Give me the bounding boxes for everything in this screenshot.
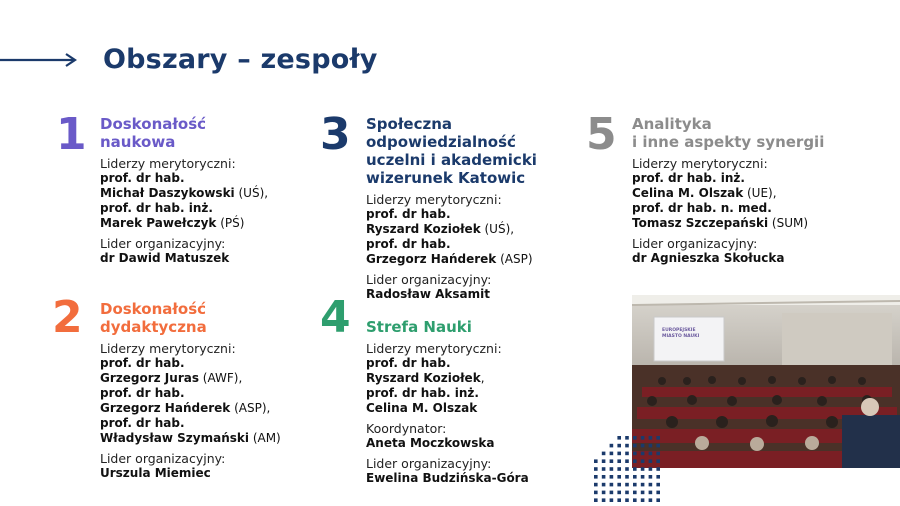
person-line (100, 186, 310, 201)
person-line (100, 251, 310, 266)
person-name: prof. dr hab. inż. (366, 386, 479, 400)
area-heading (100, 115, 310, 151)
dot (649, 444, 653, 448)
area-heading-line: wizerunek Katowic (366, 169, 526, 187)
person-name: Ryszard Koziołek (366, 222, 481, 236)
person-line (366, 356, 596, 371)
person-name: Grzegorz Hańderek (100, 401, 231, 415)
area-heading-line: i inne aspekty synergii (632, 133, 825, 151)
person-line (100, 386, 310, 401)
affiliation: (ASP), (230, 401, 271, 415)
area-heading (366, 115, 596, 187)
dot (594, 491, 598, 495)
dot (610, 491, 614, 495)
dot (656, 452, 660, 456)
person-name: prof. dr hab. inż. (632, 171, 745, 185)
dot (649, 498, 653, 502)
dot (617, 491, 621, 495)
dot (656, 475, 660, 479)
dot (594, 498, 598, 502)
dot (641, 483, 645, 487)
person-line (632, 251, 892, 266)
area-number: 4 (320, 292, 351, 343)
role-label: Liderzy merytoryczni: (100, 156, 236, 171)
role-label: Liderzy merytoryczni: (100, 341, 236, 356)
dot (617, 467, 621, 471)
area-number: 5 (586, 109, 617, 160)
dot (617, 475, 621, 479)
person-name: prof. dr hab. (366, 356, 451, 370)
area-heading-line: uczelni i akademicki (366, 151, 537, 169)
area-heading-line: Doskonałość (100, 300, 207, 318)
role-label: Liderzy merytoryczni: (366, 192, 502, 207)
person-line (100, 416, 310, 431)
dot (602, 459, 606, 463)
role-label: Liderzy merytoryczni: (366, 341, 502, 356)
dot (656, 444, 660, 448)
role-label: Lider organizacyjny: (366, 456, 492, 471)
dot (649, 475, 653, 479)
area-heading-line: Doskonałość (100, 115, 207, 133)
area-heading-line: naukowa (100, 133, 176, 151)
dot (594, 459, 598, 463)
dot (641, 436, 645, 440)
dot (649, 459, 653, 463)
person-name: prof. dr hab. (366, 207, 451, 221)
dot (649, 491, 653, 495)
dot (656, 436, 660, 440)
dot (617, 444, 621, 448)
dot (610, 467, 614, 471)
person-line (366, 252, 596, 267)
area-heading (100, 300, 310, 336)
person-line (366, 237, 596, 252)
dot (625, 467, 629, 471)
person-line (366, 371, 596, 386)
dot (594, 475, 598, 479)
dot (633, 436, 637, 440)
conference-photo (632, 295, 900, 468)
dot (633, 467, 637, 471)
person-name: prof. dr hab. (100, 386, 185, 400)
person-name: prof. dr hab. inż. (100, 201, 213, 215)
person-name: Tomasz Szczepański (632, 216, 769, 230)
area-number: 2 (52, 292, 83, 343)
dot (602, 491, 606, 495)
dot (633, 491, 637, 495)
person-name: Władysław Szymański (100, 431, 249, 445)
screen-text-2: MIASTO NAUKI (662, 334, 700, 339)
dot (649, 483, 653, 487)
dot (656, 491, 660, 495)
dot (641, 498, 645, 502)
dot-pattern-decoration (592, 434, 662, 504)
person-line (100, 431, 310, 446)
dot (641, 475, 645, 479)
person-name: dr Agnieszka Skołucka (632, 251, 785, 265)
affiliation: , (480, 371, 485, 385)
area-heading-line: Społeczna (366, 115, 453, 133)
arrow-right-icon (0, 52, 80, 68)
dot (625, 444, 629, 448)
dot (602, 475, 606, 479)
dot (625, 475, 629, 479)
dot (641, 467, 645, 471)
person-name: Celina M. Olszak (366, 401, 478, 415)
affiliation: (ASP) (496, 252, 533, 266)
dot (641, 452, 645, 456)
person-name: prof. dr hab. (366, 237, 451, 251)
role-label: Koordynator: (366, 421, 447, 436)
dot (633, 498, 637, 502)
dot (625, 498, 629, 502)
person-name: Ewelina Budzińska-Góra (366, 471, 529, 485)
dot (641, 491, 645, 495)
area-heading-line: dydaktyczna (100, 318, 207, 336)
person-name: Radosław Aksamit (366, 287, 490, 301)
person-name: Celina M. Olszak (632, 186, 744, 200)
dot (656, 483, 660, 487)
role-label: Lider organizacyjny: (100, 451, 226, 466)
dot (625, 483, 629, 487)
person-line (632, 171, 892, 186)
person-line (632, 201, 892, 216)
dot (610, 498, 614, 502)
person-line (366, 222, 596, 237)
dot (625, 491, 629, 495)
role-label: Lider organizacyjny: (366, 272, 492, 287)
dot (617, 459, 621, 463)
person-line (100, 356, 310, 371)
dot (602, 452, 606, 456)
dot (610, 459, 614, 463)
dot (602, 483, 606, 487)
person-line (100, 401, 310, 416)
dot (656, 459, 660, 463)
person-line (366, 386, 596, 401)
dot (602, 498, 606, 502)
person-line (100, 466, 310, 481)
dot (649, 436, 653, 440)
dot (649, 452, 653, 456)
area-heading-line: Strefa Nauki (366, 318, 472, 336)
person-line (632, 216, 892, 231)
dot (649, 467, 653, 471)
area-number: 3 (320, 109, 351, 160)
dot (641, 459, 645, 463)
dot (633, 483, 637, 487)
role-label: Lider organizacyjny: (632, 236, 758, 251)
person-name: dr Dawid Matuszek (100, 251, 230, 265)
area-heading (366, 318, 596, 336)
affiliation: (PŚ) (216, 216, 245, 230)
dot (602, 467, 606, 471)
person-line (366, 287, 596, 302)
affiliation: (AM) (249, 431, 281, 445)
person-name: Aneta Moczkowska (366, 436, 495, 450)
person-line (100, 171, 310, 186)
person-line (100, 216, 310, 231)
dot (594, 467, 598, 471)
person-name: Ryszard Koziołek (366, 371, 481, 385)
dot (625, 436, 629, 440)
dot (610, 452, 614, 456)
role-label: Lider organizacyjny: (100, 236, 226, 251)
screen-text-1: EUROPEJSKIE (662, 328, 696, 333)
dot (641, 444, 645, 448)
person-line (366, 471, 596, 486)
dot (617, 483, 621, 487)
person-line (100, 371, 310, 386)
affiliation: (UŚ), (234, 186, 269, 200)
person-name: Urszula Miemiec (100, 466, 211, 480)
person-name: prof. dr hab. (100, 416, 185, 430)
affiliation: (AWF), (198, 371, 243, 385)
affiliation: (UŚ), (480, 222, 515, 236)
dot (617, 436, 621, 440)
dot (656, 498, 660, 502)
person-line (366, 436, 596, 451)
person-line (100, 201, 310, 216)
area-heading-line: odpowiedzialność (366, 133, 516, 151)
person-name: prof. dr hab. n. med. (632, 201, 772, 215)
dot (625, 452, 629, 456)
dot (594, 483, 598, 487)
person-line (366, 207, 596, 222)
dot (633, 459, 637, 463)
dot (617, 498, 621, 502)
role-label: Liderzy merytoryczni: (632, 156, 768, 171)
area-number: 1 (56, 109, 87, 160)
dot (656, 467, 660, 471)
person-line (632, 186, 892, 201)
dot (633, 475, 637, 479)
person-name: prof. dr hab. (100, 171, 185, 185)
person-name: Grzegorz Juras (100, 371, 199, 385)
dot (617, 452, 621, 456)
person-line (366, 401, 596, 416)
affiliation: (SUM) (768, 216, 809, 230)
person-name: prof. dr hab. (100, 356, 185, 370)
person-name: Michał Daszykowski (100, 186, 235, 200)
person-name: Grzegorz Hańderek (366, 252, 497, 266)
dot (625, 459, 629, 463)
page-title: Obszary – zespoły (103, 44, 378, 75)
affiliation: (UE), (743, 186, 777, 200)
dot (633, 444, 637, 448)
dot (610, 483, 614, 487)
person-name: Marek Pawełczyk (100, 216, 217, 230)
dot (633, 452, 637, 456)
dot (610, 444, 614, 448)
area-heading-line: Analityka (632, 115, 712, 133)
dot (610, 475, 614, 479)
area-heading (632, 115, 892, 151)
